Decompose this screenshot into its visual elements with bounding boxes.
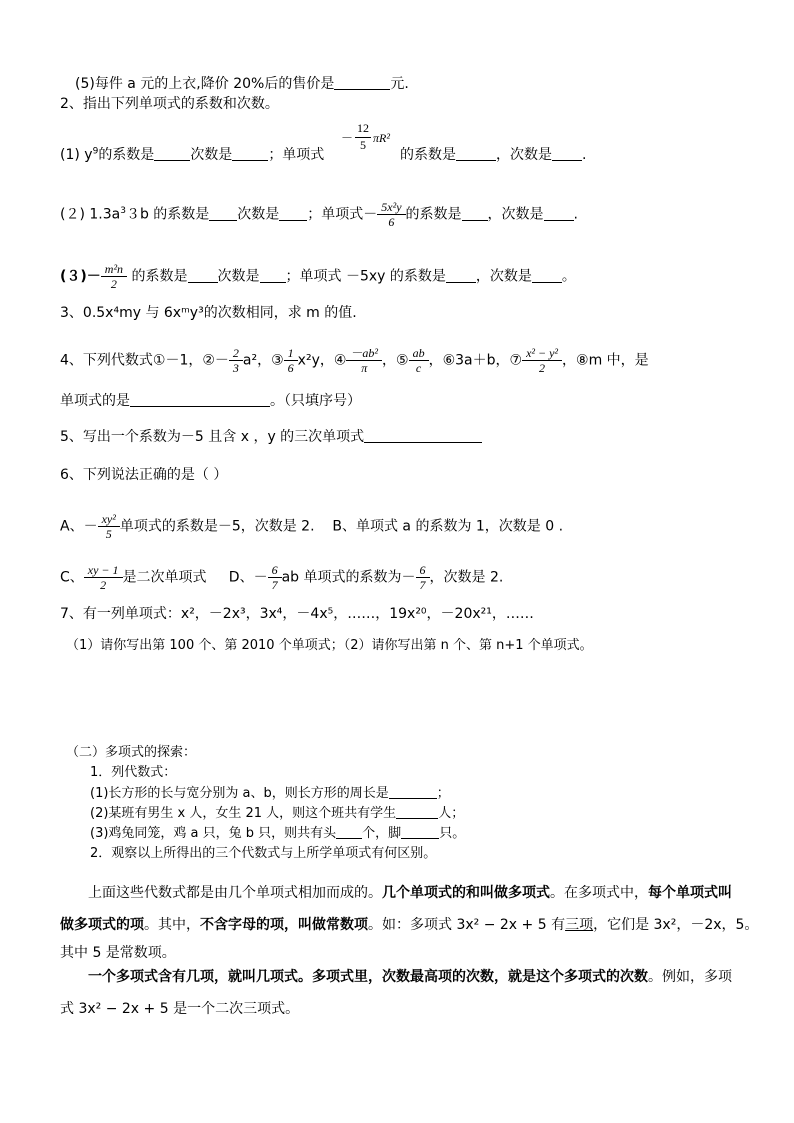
p2-c: 次数是 — [237, 206, 280, 223]
answer-blank[interactable] — [336, 824, 362, 839]
q4-c: x²y，④ — [297, 352, 347, 369]
question-5-line — [75, 75, 409, 93]
section-2-item-2: 2．观察以上所得出的三个代数式与上所学单项式有何区别。 — [90, 846, 437, 861]
p1-sup: 9 — [92, 146, 99, 157]
definition-line-3: 其中 5 是常数项。 — [60, 945, 176, 961]
answer-blank[interactable] — [209, 206, 237, 221]
frac-den: 6 — [377, 214, 405, 229]
p1-b: 的系数是 — [98, 147, 155, 163]
t4-a: 一个多项式含有几项，就叫几项式。多项式里，次数最高项的次数，就是这个多项式的次数 — [88, 969, 648, 985]
t2-c: 不含字母的项，叫做常数项 — [200, 917, 368, 933]
question-4-answer-line — [60, 392, 361, 410]
question-6: 6、下列说法正确的是（ ） — [60, 467, 228, 483]
answer-blank[interactable] — [260, 268, 286, 283]
worksheet-page: (5)每件 a 元的上衣,降价 20%后的售价是 元. 2、指出下列单项式的系数和次数。 (1) $y^9$的系数是 次数是 ；单项式 － 12 5 πR² 的系数是 ，次数是 . (２) $1.3a^33b$ 的系数是 次数是 ；单项式－ $\frac{\text{5x²y}}{6}$ 的系数是 ，次数是 . (３)－ $\frac{\text{m²n}}{2}$ 的系数是 次数是 ；单项式 －5xy 的系数是 ，次数是 。 3、0.5x⁴my 与 6xᵐy³的次数相同，求 m 的值. 4、下列代数式①－1，②－ $\frac{2}{3}$ a²，③ $\frac{1}{6}$ x²y，④ $\frac{\text{－ab²}}{\pi}$ ，⑤ $\frac{ab}{c}$ ，⑥3a＋b，⑦ $\frac{\text{x² − y²}}{2}$ ，⑧m 中，是 单项式的是 。（只填序号） 5、写出一个系数为－5 且含 x ，y 的三次单项式 6、下列说法正确的是（ ） A、－ $\frac{\text{xy²}}{5}$ 单项式的系数是－5，次数是 2. B、单项式 a 的系数为 1，次数是 0 . C、 $\frac{xy - 1}{2}$ 是二次单项式 D、－ $\frac{6}{7}$ ab 单项式的系数为－ $\frac{6}{7}$ ，次数是 2. 7、有一列单项式：x²，－2x³，3x⁴，－4x⁵，……，19x²⁰，－20x²¹，…… （1）请你写出第 100 个、第 2010 个单项式；（2）请你写出第 n 个、第 n+1 个单项式。 （二）多项式的探索： 1．列代数式： (1)长方形的长与宽分别为 a、b，则长方形的周长是 ； (2)某班有男生 x 人，女生 21 人，则这个班共有学生 人； (3)鸡兔同笼，鸡 a 只，兔 b 只，则共有头 个，脚 只。 2．观察以上所得出的三个代数式与上所学单项式有何区别。 上面这些代数式都是由几个单项式相加而成的。几个单项式的和叫做多项式。在多项式中，每个单项式叫 做多项式的项。其中，不含字母的项，叫做常数项。如：多项式 3x² − 2x + 5 有三项，它们是 3x²，－2x，5。 其中 5 是常数项。 一个多项式含有几项，就叫几项式。多项式里，次数最高项的次数，就是这个多项式的次数。例如，多项 式 3x² − 2x + 5 是一个二次三项式。 — [60, 76, 759, 1017]
answer-blank[interactable] — [552, 146, 582, 161]
t1-c: 。在多项式中， — [550, 885, 648, 901]
frac-num: x² − y² — [526, 346, 559, 360]
frac-den: 6 — [284, 360, 298, 375]
s1a-text: (1)长方形的长与宽分别为 a、b，则长方形的周长是 — [90, 786, 389, 801]
question-3: 3、0.5x⁴my 与 6xᵐy³的次数相同，求 m 的值. — [60, 305, 357, 321]
q4-g-b: 。（只填序号） — [270, 393, 361, 409]
p2-d: ；单项式－ — [307, 206, 378, 223]
section-2-item-1a — [90, 784, 450, 803]
frac-den: 5 — [355, 137, 371, 152]
frac-num: xy² — [101, 512, 116, 526]
question-4-line — [60, 346, 649, 375]
fraction-6-7 — [270, 563, 280, 592]
q4-b: a²，③ — [242, 352, 284, 369]
p2-f: ，次数是 — [487, 206, 544, 223]
s1b-end: 人； — [438, 806, 465, 821]
frac-num: 2 — [232, 346, 239, 360]
p3-g: 。 — [561, 268, 576, 285]
frac-num: m²n — [104, 262, 124, 276]
q4-d: ，⑤ — [382, 352, 409, 369]
answer-blank[interactable] — [544, 206, 574, 221]
section-2-title: （二）多项式的探索： — [66, 745, 197, 760]
p3-e: 的系数是 — [131, 268, 188, 285]
pi-r-squared: πR² — [373, 131, 390, 145]
answer-blank[interactable] — [462, 206, 488, 221]
answer-blank[interactable] — [446, 268, 476, 283]
q6-option-a-text: 单项式的系数是－5，次数是 2. — [119, 518, 315, 535]
p1-d: ；单项式 — [268, 147, 325, 163]
heading-2: 2、指出下列单项式的系数和次数。 — [60, 96, 279, 112]
t2-d: 。如：多项式 3x² − 2x + 5 有 — [368, 917, 566, 933]
fraction-ab-c — [411, 346, 427, 375]
q6-option-c-text: 是二次单项式 — [122, 569, 207, 586]
answer-blank[interactable] — [232, 146, 268, 161]
q5-text: (5)每件 a 元的上衣,降价 20%后的售价是 — [75, 76, 335, 92]
question-6-cd — [60, 563, 503, 592]
t2-a: 做多项式的项 — [60, 917, 144, 933]
frac-den: 7 — [268, 577, 282, 592]
answer-blank[interactable] — [389, 784, 437, 799]
part-1-line-b — [400, 146, 586, 164]
question-5b — [60, 428, 482, 446]
t1-b: 几个单项式的和叫做多项式 — [382, 885, 550, 901]
t4-b: 。例如，多项 — [648, 969, 732, 985]
definition-line-5: 式 3x² − 2x + 5 是一个二次三项式。 — [60, 1001, 300, 1017]
s1a-end: ； — [436, 786, 450, 801]
frac-num: ab — [412, 346, 425, 360]
frac-num: 6 — [271, 563, 278, 577]
q4-e: ，⑥3a＋b，⑦ — [428, 352, 523, 369]
t1-d: 每个单项式叫 — [648, 885, 732, 901]
s1c-end: 只。 — [439, 826, 466, 841]
p1-text: (1) y — [60, 147, 93, 163]
frac-num: 12 — [357, 121, 369, 135]
frac-num: 6 — [419, 563, 426, 577]
p2-a2: ３b 的系数是 — [125, 206, 210, 223]
frac-den: 2 — [522, 360, 562, 375]
q5-unit: 元. — [390, 76, 409, 92]
answer-blank[interactable] — [188, 268, 218, 283]
fraction-xy-1-2 — [86, 563, 121, 592]
frac-num: 1 — [287, 346, 294, 360]
s1c-mid: 个，脚 — [362, 826, 402, 841]
frac-den: c — [409, 360, 429, 375]
fraction-ab2-pi — [348, 346, 380, 375]
frac-num: xy − 1 — [87, 563, 119, 577]
fraction-5x2y-6 — [379, 200, 403, 229]
frac-den: 5 — [98, 526, 120, 541]
p1-g: . — [582, 147, 587, 163]
definition-line-2 — [60, 916, 758, 934]
q4-g-a: 单项式的是 — [60, 393, 130, 409]
frac-num: －ab² — [350, 346, 379, 360]
answer-blank[interactable] — [456, 146, 496, 161]
fraction-xy2-5 — [100, 512, 118, 541]
answer-blank[interactable] — [334, 75, 390, 90]
answer-blank[interactable] — [364, 428, 482, 443]
definition-line-4 — [88, 968, 732, 986]
p3-c: 次数是 — [217, 268, 260, 285]
s1c-text: (3)鸡兔同笼，鸡 a 只，兔 b 只，则共有头 — [90, 826, 337, 841]
p1-c: 次数是 — [190, 147, 233, 163]
frac-den: 3 — [229, 360, 243, 375]
fraction-2-3 — [231, 346, 241, 375]
p3-a: (３)－ — [60, 268, 101, 285]
q6-option-c-label: C、 — [60, 569, 84, 586]
frac-den: 2 — [101, 276, 127, 291]
question-7: 7、有一列单项式：x²，－2x³，3x⁴，－4x⁵，……，19x²⁰，－20x²¹，…… — [60, 606, 534, 622]
section-2-item-1: 1．列代数式： — [90, 765, 177, 780]
section-2-item-1c — [90, 824, 465, 843]
part-1-line — [60, 146, 324, 164]
question-7-sub: （1）请你写出第 100 个、第 2010 个单项式；（2）请你写出第 n 个、第 n+1 个单项式。 — [66, 638, 593, 653]
frac-den: 2 — [84, 577, 123, 592]
frac-num: 5x²y — [381, 200, 402, 214]
fraction-x2-y2-2 — [524, 346, 560, 375]
q4-f: ，⑧m 中，是 — [562, 352, 649, 369]
t2-e: 三项 — [565, 917, 594, 933]
q4-a: 4、下列代数式①－1，②－ — [60, 352, 229, 369]
p2-e: 的系数是 — [405, 206, 462, 223]
answer-blank[interactable] — [401, 824, 439, 839]
q6-option-d-label: D、－ — [228, 569, 268, 586]
question-6-ab — [60, 512, 563, 541]
fraction-m2n-2 — [103, 262, 125, 291]
s1b-text: (2)某班有男生 x 人，女生 21 人，则这个班共有学生 — [90, 806, 397, 821]
answer-blank[interactable] — [396, 804, 438, 819]
q5b-text: 5、写出一个系数为－5 且含 x ，y 的三次单项式 — [60, 429, 365, 445]
p1-e: 的系数是 — [400, 147, 456, 163]
p2-sup: 3 — [120, 205, 126, 216]
q6-option-a-label: A、－ — [60, 518, 98, 535]
p2-a: (２) 1.3a — [60, 206, 121, 223]
q6-option-d-end: ，次数是 2. — [429, 569, 504, 586]
t1-a: 上面这些代数式都是由几个单项式相加而成的。 — [88, 885, 382, 901]
part-3-line — [60, 262, 576, 291]
fraction-1-6 — [286, 346, 296, 375]
p1-f: ，次数是 — [496, 147, 552, 163]
frac-den: 7 — [416, 577, 430, 592]
q6-option-d-text: ab 单项式的系数为－ — [281, 569, 416, 586]
definition-line-1 — [88, 884, 732, 902]
t2-f: ，它们是 3x²，－2x，5。 — [593, 917, 759, 933]
answer-blank[interactable] — [154, 146, 190, 161]
p3-d: ；单项式 －5xy 的系数是 — [285, 268, 446, 285]
part-2-line — [60, 200, 578, 229]
p3-f: ，次数是 — [475, 268, 532, 285]
answer-blank[interactable] — [532, 268, 562, 283]
t2-b: 。其中， — [144, 917, 200, 933]
q6-option-b-text: B、单项式 a 的系数为 1，次数是 0 . — [332, 518, 564, 535]
p2-g: . — [573, 206, 578, 223]
section-2-item-1b — [90, 804, 464, 823]
fraction-6-7-b — [418, 563, 428, 592]
frac-den: π — [346, 360, 382, 375]
answer-blank[interactable] — [130, 392, 270, 407]
answer-blank[interactable] — [279, 206, 307, 221]
